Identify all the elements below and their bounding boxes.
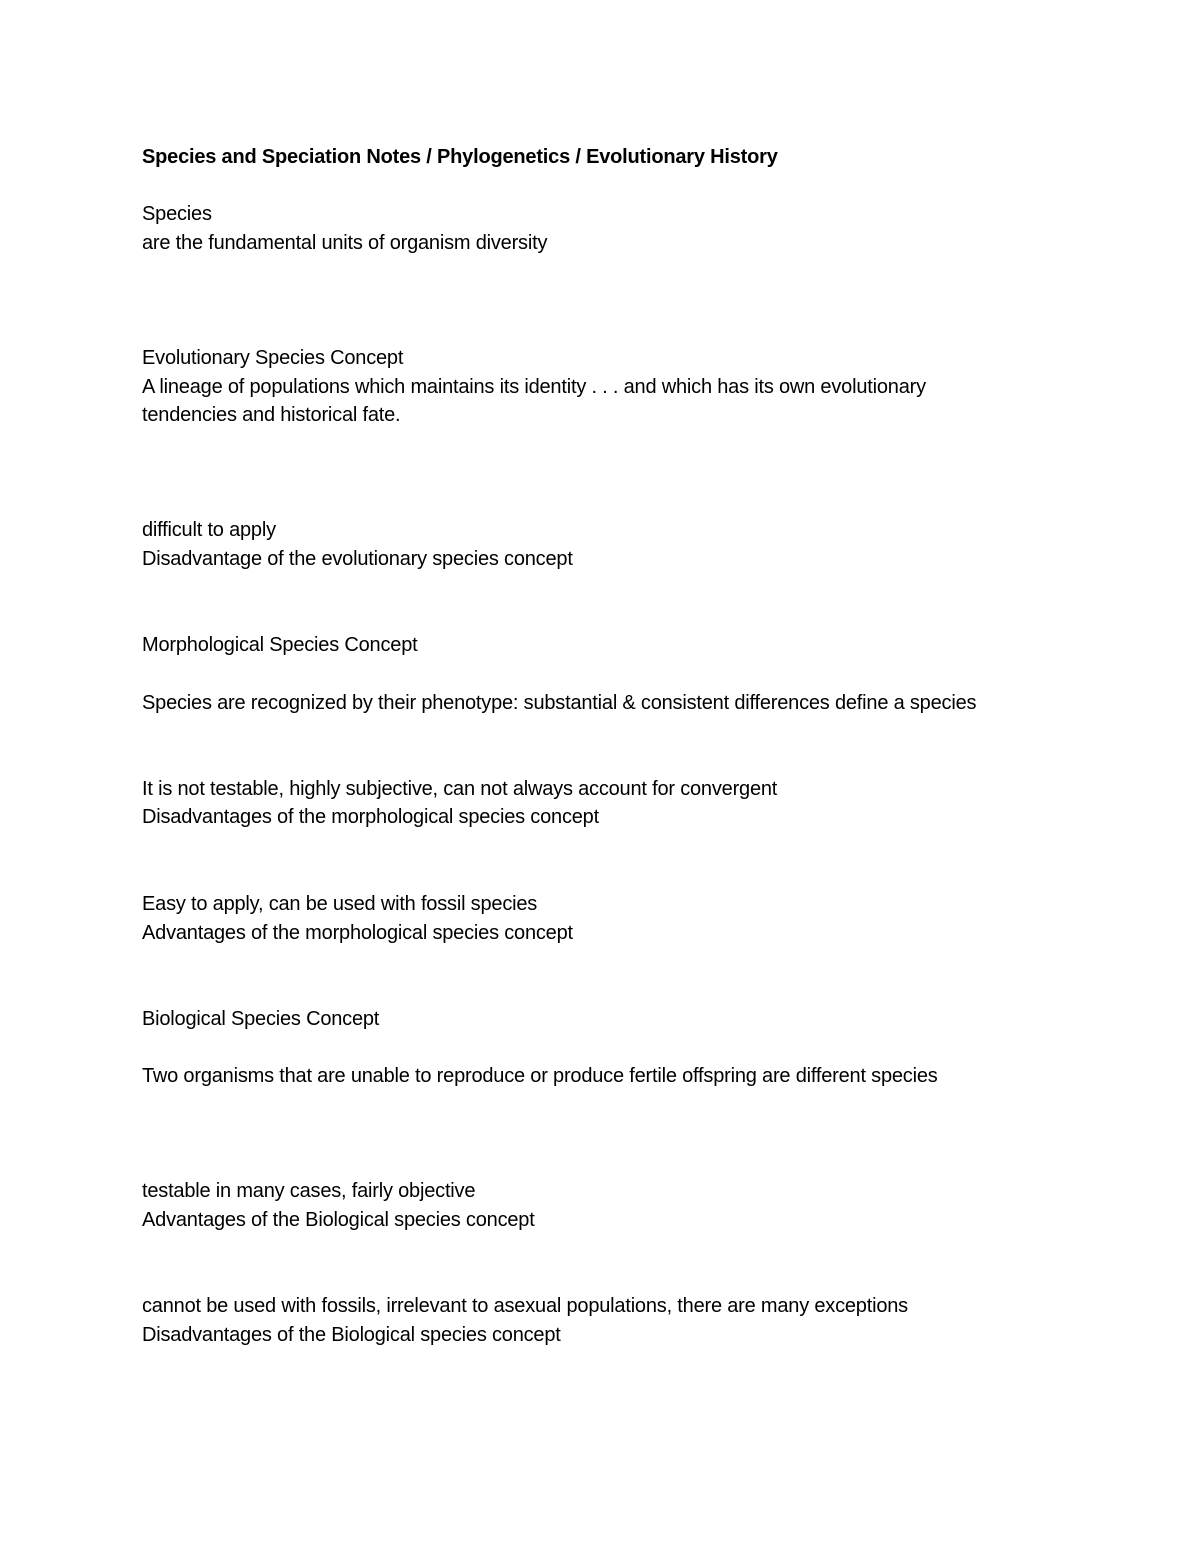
term-biological-species-concept: Biological Species Concept [142,1008,380,1030]
definition-biological-species-concept: Two organisms that are unable to reproduce or produce fertile offspring are different species [142,1065,938,1087]
answer-morphological-advantages: Easy to apply, can be used with fossil species [142,893,538,915]
answer-morphological-disadvantages: It is not testable, highly subjective, can not always account for convergent [142,778,778,800]
term-evolutionary-species-concept: Evolutionary Species Concept [142,347,404,369]
term-advantages-morphological: Advantages of the morphological species concept [142,922,573,944]
answer-biological-disadvantages: cannot be used with fossils, irrelevant to asexual populations, there are many exceptions [142,1295,908,1317]
term-morphological-species-concept: Morphological Species Concept [142,634,418,656]
document-title: Species and Speciation Notes / Phylogenetics / Evolutionary History [142,146,778,168]
answer-difficult-to-apply: difficult to apply [142,519,276,541]
answer-biological-advantages: testable in many cases, fairly objective [142,1180,476,1202]
definition-evolutionary-species-concept-line-1: A lineage of populations which maintains its identity . . . and which has its own evolutionary [142,376,926,398]
definition-morphological-species-concept: Species are recognized by their phenotype: substantial & consistent differences define a species [142,692,977,714]
term-species: Species [142,203,212,225]
definition-species: are the fundamental units of organism diversity [142,232,548,254]
term-advantages-biological: Advantages of the Biological species concept [142,1209,535,1231]
definition-evolutionary-species-concept-line-2: tendencies and historical fate. [142,404,401,426]
term-disadvantages-biological: Disadvantages of the Biological species concept [142,1324,561,1346]
term-disadvantages-morphological: Disadvantages of the morphological species concept [142,806,599,828]
term-disadvantage-evolutionary: Disadvantage of the evolutionary species concept [142,548,573,570]
